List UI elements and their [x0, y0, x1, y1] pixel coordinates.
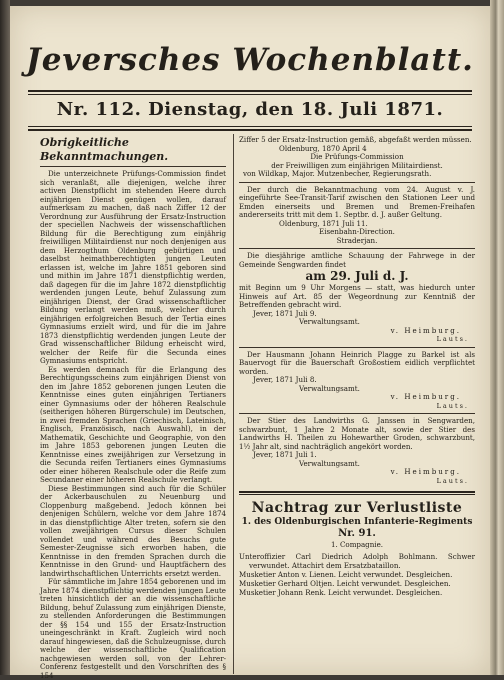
- vogt-office: Verwaltungsamt.: [299, 383, 360, 393]
- casualty-list-number: Nr. 91.: [338, 528, 376, 539]
- commission-sub: der Freiwilligen zum einjährigen Militairdienst.: [271, 160, 443, 170]
- masthead-rule: [28, 90, 472, 95]
- bull-notice: Der Stier des Landwirths G. Janssen in Sengwarden, schwarzbunt, 1 Jahre 2 Monate alt, sowie der Stier des Landwirths H. Theilen zu Hohewarther Groden, schwarzbunt, 1½ Jahr alt, sind nachträglich angekört worden.: [239, 416, 475, 451]
- casualty-list-regiment: 1. des Oldenburgischen Infanterie-Regiments: [241, 517, 473, 527]
- section-heading: Obrigkeitliche Bekanntmachungen.: [40, 136, 226, 167]
- commission-signature: von Wildkap, Major. Mutzenbecher, Regierungsrath.: [243, 169, 432, 178]
- vogt-signature-2: Lauts.: [436, 401, 469, 410]
- issue-date: den 18. Juli 1871.: [255, 99, 444, 120]
- issue-number: Nr. 112.: [56, 99, 142, 120]
- divider: [239, 248, 475, 249]
- tariff-signature: Straderjan.: [336, 235, 378, 245]
- issue-weekday: Dienstag,: [148, 99, 249, 120]
- divider: [239, 413, 475, 414]
- continued-text: Ziffer 5 der Ersatz-Instruction gemäß, abgefaßt werden müssen.: [239, 135, 472, 144]
- divider: [239, 182, 475, 183]
- commission-name: Die Prüfungs-Commission: [310, 152, 404, 161]
- vogt-signature: v. Heimburg.: [390, 392, 461, 401]
- road-place: Jever, 1871 Juli 9.: [253, 308, 317, 318]
- continued-place: Oldenburg, 1870 April 4: [279, 143, 367, 153]
- tariff-place: Oldenburg, 1871 Juli 11.: [279, 218, 368, 228]
- notice-paragraph-4: Für sämmtliche im Jahre 1854 geborenen und im Jahre 1874 dienstpflichtig werdenden jungen Leute treten hinsichtlich der an die wissenschaftliche Bildung, behuf Zulassung zum einjährigen Dienste, zu stellenden Anforderungen die Bestimmungen der §§ 154 und 155 der Ersatz-Instruction uneingeschränkt in Kraft. Zugleich wird noch darauf hingewiesen, daß die Schulzeugnisse, durch welche der wissenschaftliche Qualification nachgewiesen werden soll, von der Lehrer-Conferenz festgestellt und den Vorschriften des § 154: [40, 577, 226, 680]
- road-office: Verwaltungsamt.: [299, 317, 360, 326]
- left-column: [40, 136, 226, 680]
- vogt-place: Jever, 1871 Juli 8.: [253, 375, 317, 384]
- road-notice-cont: mit Beginn um 9 Uhr Morgens — statt, was hiedurch unter Hinweis auf Art. 85 der Wegeordnung zur Kenntniß der Betreffenden gebracht wird.: [239, 283, 475, 309]
- road-notice: Die diesjährige amtliche Schauung der Fahrwege in der Gemeinde Sengwarden findet: [239, 251, 475, 269]
- casualty-list: [239, 552, 475, 597]
- tariff-direction: Eisenbahn-Direction.: [319, 227, 395, 236]
- newspaper-page: [10, 6, 490, 680]
- column-divider: [233, 134, 234, 674]
- notice-paragraph-2: Es werden demnach für die Erlangung des Berechtigungsscheins zum einjährigen Dienst von den im Jahre 1852 geborenen jungen Leuten die Kenntnisse eines guten einjährigen Tertianers einer Gymnasiums oder der höheren Realschule (seitherigen höheren Bürgerschule) im Deutschen, in zwei fremden Sprachen (Griechisch, Lateinisch, Englisch, Französisch, nach Auswahl), in der Mathematik, Geschichte und Geographie, von den im Jahre 1853 geborenen jungen Leuten die Kenntnisse eines zweijährigen zur Versetzung in die Secunda reifen Tertianers eines Gymnasiums oder einer höheren Realschule oder die Reife zum Secundaner einer höheren Realschule verlangt.: [40, 364, 226, 484]
- casualty-list-title: Nachtrag zur Verlustliste: [251, 500, 463, 516]
- bull-signature: v. Heimburg.: [390, 467, 461, 476]
- right-column: [239, 136, 475, 597]
- casualty-entry: Musketier Johann Renk. Leicht verwundet. Desgleichen.: [239, 587, 443, 597]
- notice-paragraph-1: Die unterzeichnete Prüfungs-Commission findet sich veranlaßt, alle diejenigen, welche ihrer activen Dienstpflicht im stehenden Heere durch einjährigen Dienst genügen wollen, darauf aufmerksam zu machen, daß nach Ziffer 12 der Verordnung zur Ausführung der Ersatz-Instruction der speciellen Nachweis der wissenschaftlichen Bildung für die Berechtigung zum einjährig freiwilligen Militairdienst nur noch denjenigen aus dem Herzogthum Oldenburg gebürtigen und daselbst heimathberechtigten jungen Leuten erlassen ist, welche im Jahre 1851 geboren sind und mithin im Jahre 1871 dienstpflichtig werden, daß dagegen für die im Jahre 1872 dienstpflichtig werdenden jungen Leute, behuf Zulassung zum einjährigen Dienst, der Grad wissenschaftlicher Bildung verlangt werden muß, welcher durch einjährigen erfolgreichen Besuch der Tertia eines Gymnasiums erzielt wird, und für die im Jahre 1873 dienstpflichtig werdenden jungen Leute der Grad wissenschaftlicher Bildung erheischt wird, welcher der Reife für die Secunda eines Gymnasiums entspricht.: [40, 169, 226, 365]
- notice-paragraph-3: Diese Bestimmungen sind auch für die Schüler der Ackerbauschulen zu Neuenburg und Cloppenburg maßgebend. Jedoch können bei denjenigen Schülern, welche vor dem Jahre 1874 in das dienstpflichtige Alter treten, sofern sie den vollen zweijährigen Cursus dieser Schulen vollendet und während des Besuchs gute Semester-Zeugnisse sich erworben haben, die Kenntnisse in den fremden Sprachen durch die Kenntnisse in den Grund- und Hauptfächern des landwirthschaftlichen Unterrichts ersetzt werden.: [40, 483, 226, 578]
- vogt-notice: Der Hausmann Johann Heinrich Plagge zu Barkel ist als Bauervogt für die Bauerschaft Großostiem eidlich verpflichtet worden.: [239, 349, 475, 376]
- issue-line: [28, 98, 472, 122]
- tariff-notice: Der durch die Bekanntmachung vom 24. August v. J. eingeführte See-Transit-Tarif zwischen den Stationen Leer und Emden einerseits und Bremen und Bremen-Freihafen andererseits tritt mit dem 1. Septbr. d. J. außer Geltung.: [239, 184, 475, 219]
- bull-office: Verwaltungsamt.: [299, 458, 360, 468]
- book-spine: [0, 0, 10, 675]
- masthead-title: Jeversches Wochenblatt.: [26, 42, 474, 78]
- page-edges: [490, 0, 504, 675]
- list-rule: [239, 491, 475, 495]
- company-label: 1. Compagnie.: [330, 540, 384, 549]
- road-date: am 29. Juli d. J.: [305, 269, 409, 283]
- bull-signature-2: Lauts.: [436, 476, 469, 485]
- casualty-entry: Musketier Anton v. Lienen. Leicht verwundet. Desgleichen.: [239, 569, 453, 579]
- header-rule: [28, 126, 472, 131]
- road-signature: v. Heimburg.: [390, 325, 461, 335]
- road-signature-2: Lauts.: [436, 335, 469, 343]
- casualty-entry: Musketier Gerhard Oltjen. Leicht verwundet. Desgleichen.: [239, 578, 451, 588]
- bull-place: Jever, 1871 Juli 1.: [253, 450, 317, 459]
- divider: [239, 347, 475, 348]
- casualty-entry: Unteroffizier Carl Diedrich Adolph Bohlmann. Schwer verwundet. Attachirt dem Ersatzbataillon.: [239, 551, 475, 570]
